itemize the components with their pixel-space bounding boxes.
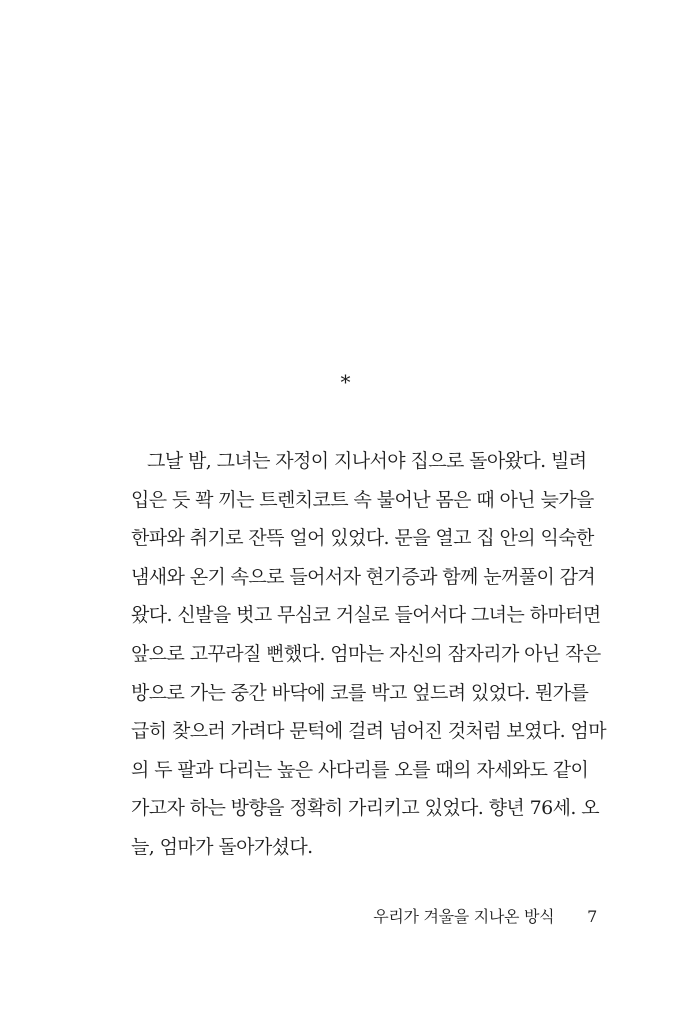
paragraph-line: 입은 듯 꽉 끼는 트렌치코트 속 불어난 몸은 때 아닌 늦가을 (131, 488, 594, 511)
paragraph-line: 냄새와 온기 속으로 들어서자 현기증과 함께 눈꺼풀이 감겨 (131, 565, 596, 588)
paragraph-line: 가고자 하는 방향을 정확히 가리키고 있었다. 향년 76세. 오 (131, 797, 599, 820)
body-paragraph (131, 442, 609, 867)
paragraph-line: 의 두 팔과 다리는 높은 사다리를 오를 때의 자세와도 같이 (131, 758, 589, 781)
paragraph-line: 앞으로 고꾸라질 뻔했다. 엄마는 자신의 잠자리가 아닌 작은 (131, 642, 601, 665)
paragraph-line: 왔다. 신발을 벗고 무심코 거실로 들어서다 그녀는 하마터면 (131, 604, 601, 627)
page-number: 7 (587, 907, 597, 926)
paragraph-line: 늘, 엄마가 돌아가셨다. (131, 835, 313, 858)
section-break-asterisk: * (340, 370, 351, 394)
paragraph-line: 방으로 가는 중간 바닥에 코를 박고 엎드려 있었다. 뭔가를 (131, 681, 589, 704)
footer-book-title: 우리가 겨울을 지나온 방식 (373, 907, 555, 926)
paragraph-line: 그날 밤, 그녀는 자정이 지나서야 집으로 돌아왔다. 빌려 (147, 450, 587, 472)
paragraph-line: 급히 찾으러 가려다 문턱에 걸려 넘어진 것처럼 보였다. 엄마 (131, 720, 607, 743)
running-footer (373, 905, 597, 929)
paragraph-line: 한파와 취기로 잔뜩 얼어 있었다. 문을 열고 집 안의 익숙한 (131, 527, 594, 550)
